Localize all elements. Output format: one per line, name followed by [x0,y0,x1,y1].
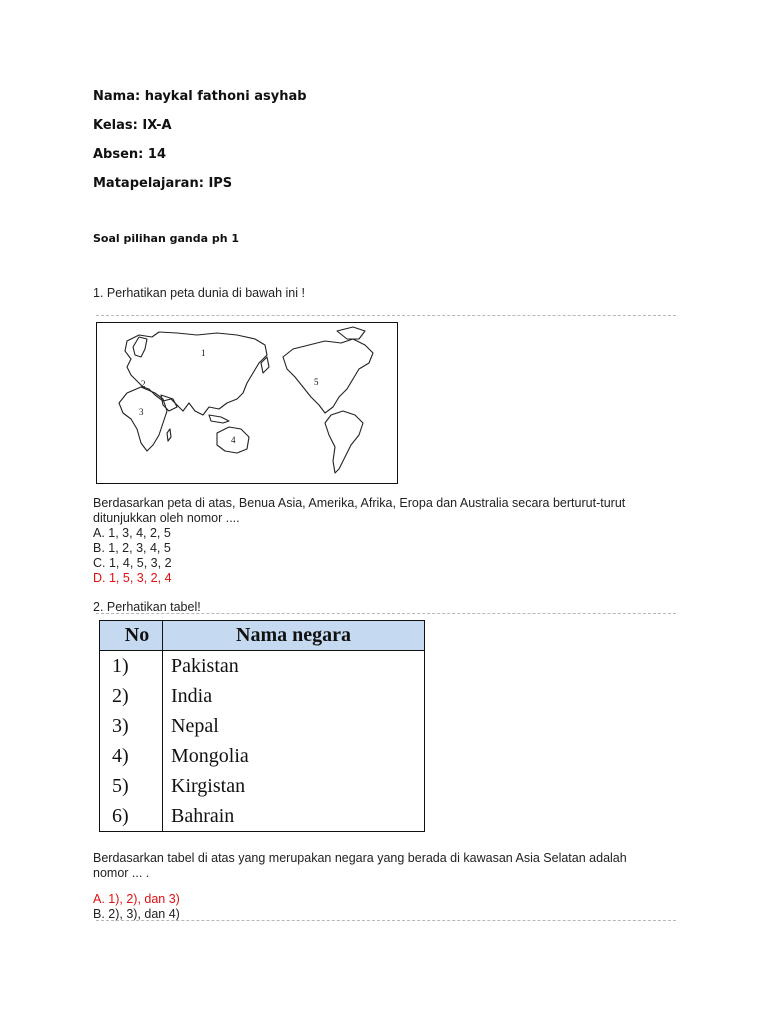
dashed-rule [96,920,676,921]
table-row [100,681,425,711]
table-row [100,801,425,832]
world-map [96,322,398,484]
table-cell-no: 3) [100,711,163,741]
student-number: Absen: 14 [93,147,166,162]
student-class: Kelas: IX-A [93,118,172,133]
q1-option-d-answer: D. 1, 5, 3, 2, 4 [93,571,172,585]
q2-option-b: B. 2), 3), dan 4) [93,907,180,921]
arabia-shape [161,395,177,411]
table-row [100,651,425,682]
table-cell-no: 4) [100,741,163,771]
map-label-1: 1 [201,348,206,358]
subject: Matapelajaran: IPS [93,176,233,191]
q1-question-line-2: ditunjukkan oleh nomor .... [93,511,240,525]
table-cell-country: Kirgistan [163,771,425,801]
scandinavia-shape [133,337,147,357]
q1-option-b: B. 1, 2, 3, 4, 5 [93,541,171,555]
student-name: Nama: haykal fathoni asyhab [93,89,307,104]
north-america-shape [283,339,373,413]
south-america-shape [325,411,363,473]
table-cell-country: Nepal [163,711,425,741]
table-cell-country: Pakistan [163,651,425,682]
table-header-no: No [100,621,163,651]
map-label-5: 5 [314,377,319,387]
table-header-row [100,621,425,651]
greenland-shape [337,327,365,339]
q1-option-c: C. 1, 4, 5, 3, 2 [93,556,172,570]
islands-shape [209,415,229,423]
world-map-drawing [97,323,397,483]
table-cell-country: Mongolia [163,741,425,771]
countries-table [99,620,425,832]
table-row [100,711,425,741]
q2-prompt: 2. Perhatikan tabel! [93,600,201,614]
table-cell-no: 6) [100,801,163,832]
madagascar-shape [167,429,171,441]
section-title: Soal pilihan ganda ph 1 [93,232,240,245]
table-cell-country: India [163,681,425,711]
table-cell-no: 5) [100,771,163,801]
q1-prompt: 1. Perhatikan peta dunia di bawah ini ! [93,286,305,300]
map-label-4: 4 [231,435,236,445]
table-cell-country: Bahrain [163,801,425,832]
table-cell-no: 2) [100,681,163,711]
q2-question-line-2: nomor ... . [93,866,150,880]
q2-option-a-answer: A. 1), 2), dan 3) [93,892,180,906]
dashed-rule [96,315,676,316]
map-label-3: 3 [139,407,144,417]
table-row [100,771,425,801]
table-row [100,741,425,771]
q1-option-a: A. 1, 3, 4, 2, 5 [93,526,171,540]
dashed-rule [96,613,676,614]
table-cell-no: 1) [100,651,163,682]
table-header-country: Nama negara [163,621,425,651]
q2-question-line-1: Berdasarkan tabel di atas yang merupakan negara yang berada di kawasan Asia Selatan adalah [93,851,627,865]
map-label-2: 2 [141,379,146,389]
q1-question-line-1: Berdasarkan peta di atas, Benua Asia, Amerika, Afrika, Eropa dan Australia secara berturut-turut [93,496,626,510]
africa-shape [119,387,167,451]
